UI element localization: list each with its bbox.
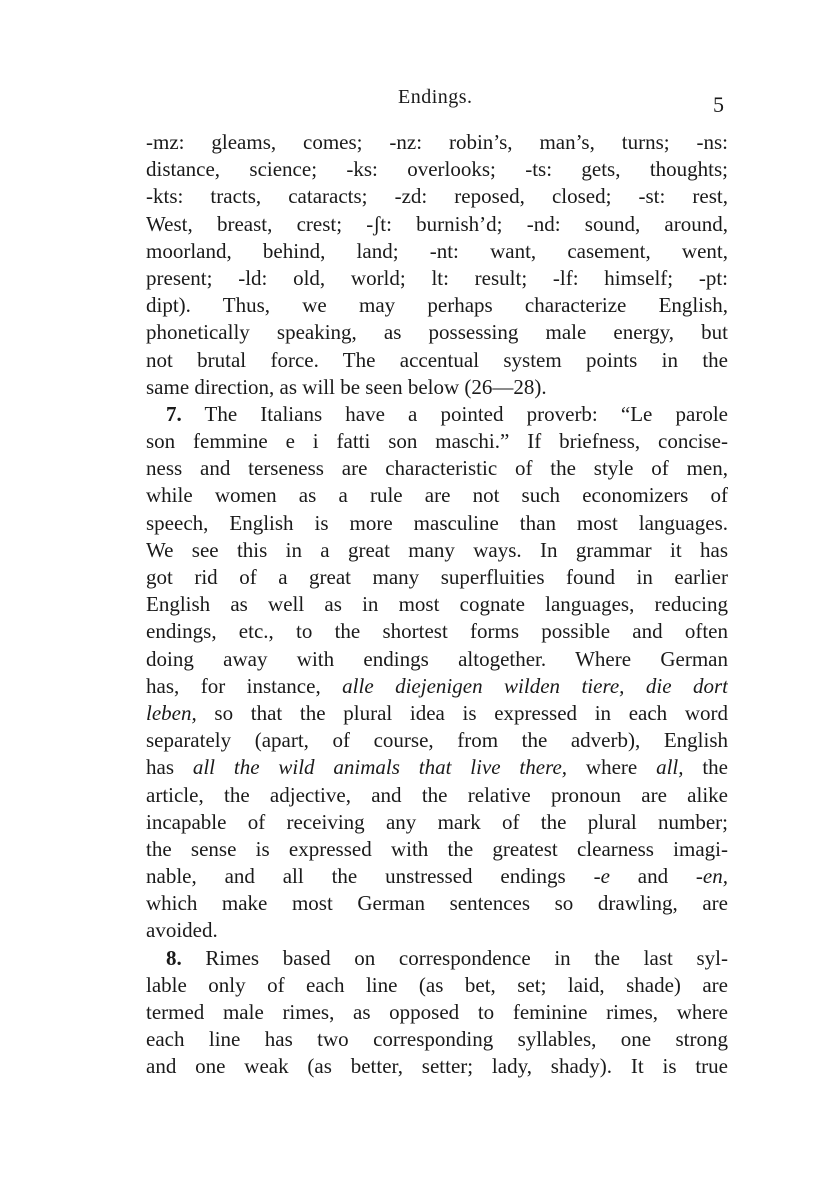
text-run: doing away with endings altogether. Where German xyxy=(146,646,728,671)
text-run: ness and terseness are characteristic of the style of men, xyxy=(146,456,728,481)
text-run: moorland, behind, land; -nt: want, casement, went, xyxy=(146,238,728,263)
text-run: speech, English is more masculine than most languages. xyxy=(146,510,728,535)
text-line xyxy=(146,754,728,781)
text-run: where xyxy=(567,755,657,780)
running-title: Endings. xyxy=(398,86,473,108)
text-line xyxy=(146,890,728,917)
text-run: separately (apart, of course, from the adverb), English xyxy=(146,728,728,753)
text-run: has xyxy=(146,755,193,780)
text-run: got rid of a great many superfluities found in earlier xyxy=(146,565,728,589)
text-run: -mz: gleams, comes; -nz: robin’s, man’s, turns; -ns: xyxy=(146,130,728,154)
text-run: the sense is expressed with the greatest clearness imagi- xyxy=(146,836,728,861)
text-line xyxy=(146,618,728,645)
text-run: distance, science; -ks: overlooks; -ts: gets, thoughts; xyxy=(146,157,728,182)
text-line xyxy=(146,673,728,700)
text-line xyxy=(146,646,728,673)
text-run: while women as a rule are not such economizers of xyxy=(146,483,728,508)
text-run: son femmine e i fatti son maschi.” If briefness, concise- xyxy=(146,429,728,454)
text-line xyxy=(146,292,728,319)
text-run: phonetically speaking, as possessing male energy, but xyxy=(146,320,728,345)
text-run: the xyxy=(683,755,728,780)
text-run: has, for instance, xyxy=(146,673,343,698)
text-line xyxy=(146,156,728,183)
text-line xyxy=(146,510,728,537)
text-line xyxy=(146,1053,728,1080)
page-number: 5 xyxy=(713,92,724,117)
text-line xyxy=(146,727,728,754)
text-line xyxy=(146,211,728,238)
text-run: West, breast, crest; -ʃt: burnish’d; -nd: sound, around, xyxy=(146,211,728,236)
text-run: The Italians have a pointed proverb: “Le parole xyxy=(181,401,728,426)
text-line xyxy=(146,265,728,292)
text-line xyxy=(146,428,728,455)
text-run: -kts: tracts, cataracts; -zd: reposed, closed; -st: rest, xyxy=(146,184,728,209)
text-line xyxy=(146,863,728,890)
running-head xyxy=(0,86,840,117)
text-run: dipt). Thus, we may perhaps characterize English, xyxy=(146,293,728,318)
text-line xyxy=(146,591,728,618)
text-run: and one weak (as better, setter; lady, shady). It is true xyxy=(146,1054,728,1079)
text-line xyxy=(146,374,728,401)
text-line xyxy=(146,972,728,999)
text-run: not brutal force. The accentual system points in the xyxy=(146,347,728,372)
text-run: nable, and all the unstressed endings xyxy=(146,864,594,889)
text-run: English as well as in most cognate languages, reducing xyxy=(146,592,728,617)
text-run: termed male rimes, as opposed to feminine rimes, where xyxy=(146,1000,728,1024)
text-line xyxy=(146,809,728,836)
text-line xyxy=(146,347,728,374)
text-run: lable only of each line (as bet, set; laid, shade) are xyxy=(146,972,728,997)
text-line xyxy=(146,482,728,509)
italic-text: all the wild animals that live there, xyxy=(192,755,568,780)
text-run: same direction, as will be seen below (26—28). xyxy=(146,374,547,399)
text-line xyxy=(146,129,728,156)
italic-text: all, xyxy=(656,755,684,780)
body-text xyxy=(146,129,728,1081)
text-run: article, the adjective, and the relative pronoun are alike xyxy=(146,782,728,807)
text-run: We see this in a great many ways. In grammar it has xyxy=(146,537,728,562)
text-line xyxy=(146,999,728,1026)
text-run: and xyxy=(609,864,696,889)
text-line xyxy=(146,1026,728,1053)
text-line xyxy=(146,836,728,863)
text-run: each line has two corresponding syllables, one strong xyxy=(146,1027,728,1052)
text-line xyxy=(146,183,728,210)
text-line xyxy=(146,537,728,564)
text-run: endings, etc., to the shortest forms possible and often xyxy=(146,619,728,644)
text-line xyxy=(146,319,728,346)
text-line xyxy=(146,700,728,727)
text-line xyxy=(146,782,728,809)
text-line xyxy=(146,401,728,428)
text-line xyxy=(146,917,728,944)
text-run: so that the plural idea is expressed in each word xyxy=(196,700,728,725)
italic-text: -en, xyxy=(695,864,728,889)
section-number: 8. xyxy=(166,945,182,970)
italic-text: alle diejenigen wilden tiere, die dort xyxy=(342,673,728,698)
text-line xyxy=(146,455,728,482)
text-run: avoided. xyxy=(146,918,218,943)
text-run: incapable of receiving any mark of the plural number; xyxy=(146,809,728,834)
section-number: 7. xyxy=(166,401,182,426)
text-run: Rimes based on correspondence in the last syl- xyxy=(181,945,728,970)
italic-text: leben, xyxy=(146,700,197,725)
text-line xyxy=(146,945,728,972)
italic-text: -e xyxy=(593,864,610,889)
text-line xyxy=(146,564,728,591)
text-run: which make most German sentences so drawling, are xyxy=(146,891,728,916)
text-run: present; -ld: old, world; lt: result; -lf: himself; -pt: xyxy=(146,265,728,290)
text-line xyxy=(146,238,728,265)
